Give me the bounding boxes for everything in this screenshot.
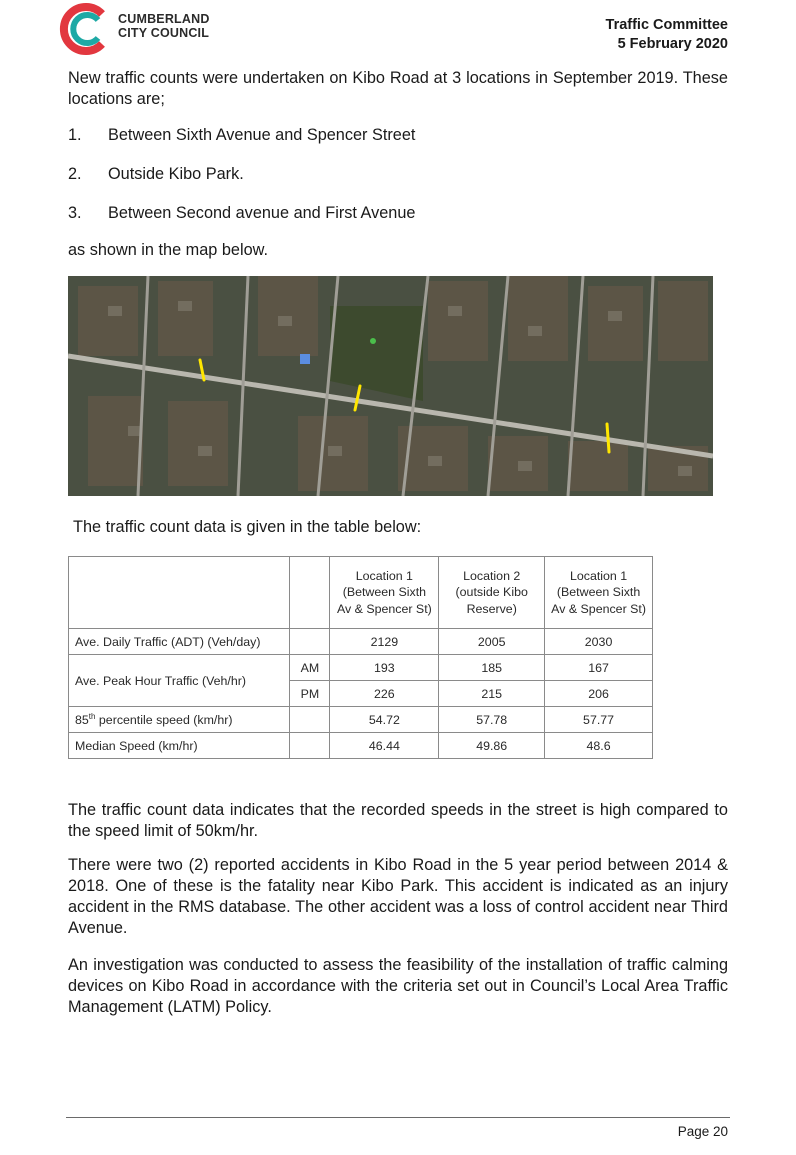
table-cell: 215: [439, 681, 545, 707]
list-text: Between Second avenue and First Avenue: [108, 204, 416, 222]
list-number: 1.: [68, 126, 82, 144]
column-header: Location 1 (Between Sixth Av & Spencer St): [330, 557, 439, 629]
location-list-item: [68, 203, 415, 224]
table-row: [69, 629, 653, 655]
aerial-map-image: [68, 276, 713, 496]
empty-cell: [290, 733, 330, 759]
column-header: Location 1 (Between Sixth Av & Spencer St): [545, 557, 653, 629]
table-cell: 57.78: [439, 707, 545, 733]
row-label: Median Speed (km/hr): [69, 733, 290, 759]
table-intro: The traffic count data is given in the table below:: [73, 518, 422, 536]
location-list-item: [68, 125, 415, 146]
table-row: [69, 707, 653, 733]
logo-text: [118, 12, 210, 40]
traffic-count-table: [68, 556, 653, 759]
list-number: 3.: [68, 204, 82, 222]
meeting-date: 5 February 2020: [617, 36, 728, 52]
table-cell: 49.86: [439, 733, 545, 759]
table-cell: 46.44: [330, 733, 439, 759]
table-cell: 167: [545, 655, 653, 681]
table-row: [69, 655, 653, 681]
location-list-item: [68, 164, 244, 185]
list-text: Between Sixth Avenue and Spencer Street: [108, 126, 416, 144]
table-header-row: [69, 557, 653, 629]
empty-cell: [290, 629, 330, 655]
table-cell: 57.77: [545, 707, 653, 733]
table-cell: 206: [545, 681, 653, 707]
document-header: [606, 16, 728, 54]
intro-paragraph: New traffic counts were undertaken on Kibo Road at 3 locations in September 2019. These locations are;: [68, 69, 728, 108]
list-text: Outside Kibo Park.: [108, 165, 244, 183]
row-label: Ave. Peak Hour Traffic (Veh/hr): [69, 655, 290, 707]
column-header: Location 2 (outside Kibo Reserve): [439, 557, 545, 629]
period-label: AM: [290, 655, 330, 681]
table-cell: 2005: [439, 629, 545, 655]
footer-divider: [66, 1117, 730, 1118]
page-number: Page 20: [677, 1124, 728, 1139]
speed-paragraph: The traffic count data indicates that the recorded speeds in the street is high compared to the speed limit of 50km/hr.: [68, 801, 728, 840]
logo-mark-icon: [58, 0, 118, 56]
org-name-line2: CITY COUNCIL: [118, 26, 210, 40]
accidents-paragraph: There were two (2) reported accidents in Kibo Road in the 5 year period between 2014 & 2018. One of these is the fatality near Kibo Park. This accident is indicated as an injury accident in the RMS database. The other accident was a loss of control accident near Third Avenue.: [68, 856, 728, 937]
table-cell: 54.72: [330, 707, 439, 733]
table-cell: 185: [439, 655, 545, 681]
map-caption: as shown in the map below.: [68, 241, 269, 259]
table-cell: 193: [330, 655, 439, 681]
label-part: 85: [75, 712, 89, 727]
table-cell: 2030: [545, 629, 653, 655]
label-superscript: th: [88, 711, 96, 721]
table-cell: 2129: [330, 629, 439, 655]
row-label: Ave. Daily Traffic (ADT) (Veh/day): [69, 629, 290, 655]
org-name-line1: CUMBERLAND: [118, 12, 210, 26]
list-number: 2.: [68, 165, 82, 183]
empty-header-cell: [69, 557, 290, 629]
committee-name: Traffic Committee: [605, 17, 728, 33]
table-cell: 48.6: [545, 733, 653, 759]
cumberland-council-logo: [58, 0, 228, 56]
table-cell: 226: [330, 681, 439, 707]
empty-header-cell: [290, 557, 330, 629]
investigation-paragraph: An investigation was conducted to assess the feasibility of the installation of traffic calming devices on Kibo Road in accordance with the criteria set out in Council’s Local Area Traffic Management (LATM) Policy.: [68, 956, 728, 1016]
table-row: [69, 733, 653, 759]
empty-cell: [290, 707, 330, 733]
row-label: [69, 707, 290, 733]
label-part: percentile speed (km/hr): [95, 712, 233, 727]
period-label: PM: [290, 681, 330, 707]
